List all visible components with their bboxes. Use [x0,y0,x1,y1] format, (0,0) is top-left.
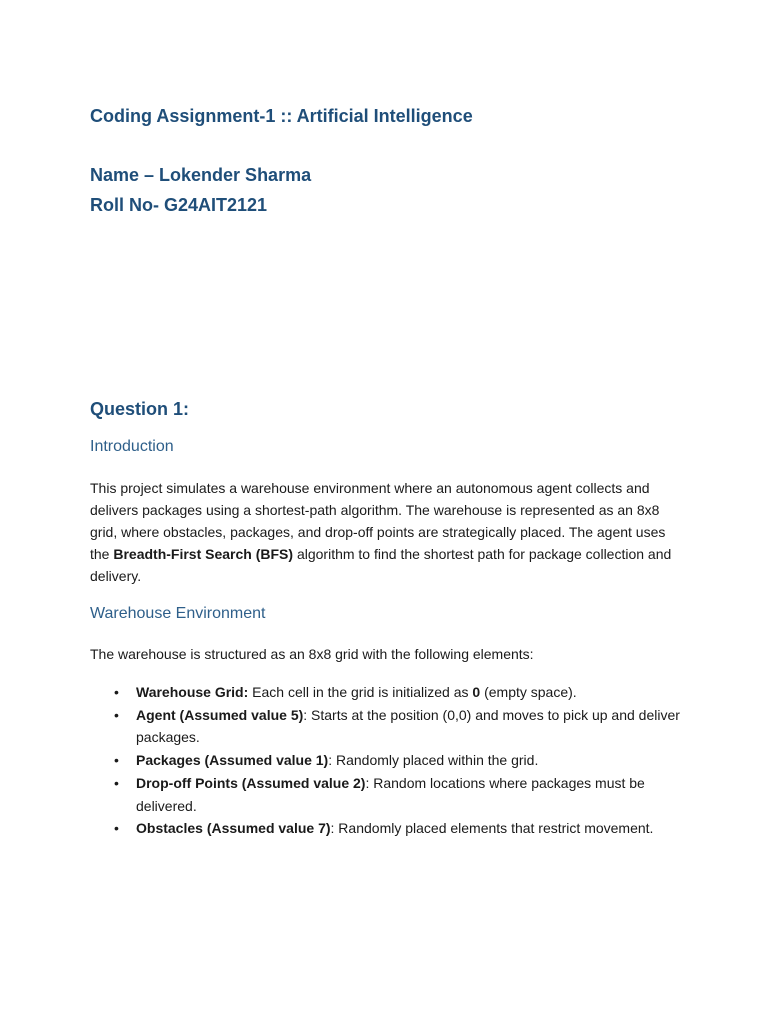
question-heading: Question 1: [90,399,190,419]
bullet-icon: • [114,684,119,700]
bullet-icon: • [114,820,119,837]
document-title: Coding Assignment-1 :: Artificial Intelligence [90,106,473,126]
environment-paragraph: The warehouse is structured as an 8x8 grid with the following elements: [90,646,534,662]
environment-element-list [90,681,680,840]
intro-bold-bfs: Breadth-First Search (BFS) [113,546,294,562]
roll-number: Roll No- G24AIT2121 [90,195,268,215]
warehouse-environment-heading: Warehouse Environment [90,605,266,622]
list-item-value: 0 [472,684,481,700]
list-item-warehouse-grid [90,681,680,704]
author-name: Name – Lokender Sharma [90,165,312,185]
bullet-icon: • [114,774,119,791]
list-item-drop-off-points [90,772,680,817]
intro-text-1: This project simulates a warehouse environment where an autonomous agent collects and delivers packages using a shortest-path algorithm. The warehouse is represented as an 8x8 grid, where obstacles, packages, and drop-off points are strategically placed. The agent uses the [90,480,666,562]
list-item-label: Obstacles (Assumed value 7) [136,820,331,837]
list-item-label: Warehouse Grid: [136,684,249,700]
list-item-label: Agent (Assumed value 5) [136,706,304,723]
bullet-icon: • [114,752,119,769]
list-item-obstacles [90,817,680,840]
list-item-text: : Starts at the position (0,0) and moves to pick up and deliver packages. [136,706,680,746]
introduction-paragraph [90,477,680,587]
list-item-text: : Randomly placed within the grid. [328,752,539,769]
bullet-icon: • [114,706,119,723]
introduction-heading: Introduction [90,438,174,455]
list-item-text: (empty space). [480,684,577,700]
list-item-text: : Randomly placed elements that restrict movement. [330,820,654,837]
list-item-text: Each cell in the grid is initialized as [248,684,473,700]
intro-text-2: algorithm to find the shortest path for package collection and delivery. [90,546,672,584]
list-item-agent [90,704,680,749]
list-item-label: Drop-off Points (Assumed value 2) [136,774,366,791]
list-item-packages [90,749,680,772]
list-item-label: Packages (Assumed value 1) [136,752,329,769]
list-item-text: : Random locations where packages must be delivered. [136,774,645,814]
